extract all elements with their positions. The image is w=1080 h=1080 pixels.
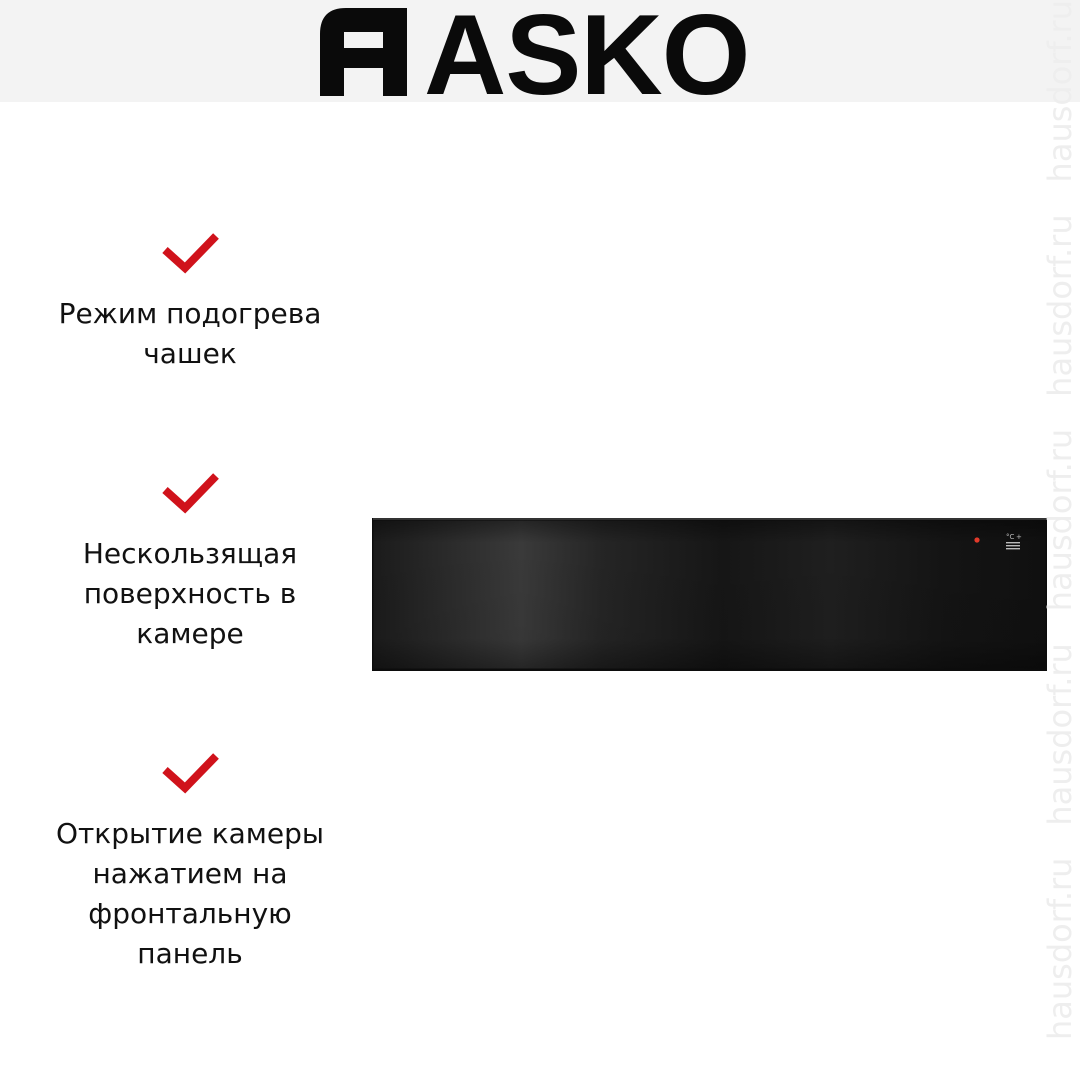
feature-line: камере xyxy=(136,617,244,650)
feature-non-slip-surface xyxy=(40,470,340,654)
svg-text:+: + xyxy=(1016,533,1022,541)
watermark-text: hausdorf.ru xyxy=(1041,857,1079,1040)
panel-label: °C xyxy=(1006,533,1015,541)
feature-line: панель xyxy=(137,937,243,970)
feature-line: нажатием на xyxy=(92,857,288,890)
feature-text xyxy=(40,534,340,654)
check-icon xyxy=(160,470,220,514)
feature-cup-warming xyxy=(40,230,340,374)
check-icon xyxy=(160,230,220,274)
watermark-text: hausdorf.ru xyxy=(1041,214,1079,397)
feature-line: Нескользящая xyxy=(82,537,298,570)
feature-line: Режим подогрева xyxy=(58,297,322,330)
watermark-text: hausdorf.ru xyxy=(1041,643,1079,826)
check-icon xyxy=(160,750,220,794)
asko-emblem-icon xyxy=(320,8,407,96)
feature-push-to-open xyxy=(40,750,340,974)
brand-name: ASKO xyxy=(424,8,750,96)
feature-text xyxy=(40,814,340,974)
feature-line: фронтальную xyxy=(88,897,292,930)
indicator-light-icon xyxy=(974,537,979,542)
feature-text xyxy=(40,294,340,374)
header-bar xyxy=(0,0,1080,102)
asko-logo xyxy=(320,8,762,96)
feature-line: поверхность в xyxy=(83,577,297,610)
feature-line: Открытие камеры xyxy=(55,817,325,850)
watermark-text: hausdorf.ru xyxy=(1041,0,1079,183)
watermark xyxy=(1040,0,1080,1040)
watermark-text: hausdorf.ru xyxy=(1041,428,1079,612)
warming-drawer-image xyxy=(372,518,1047,671)
feature-line: чашек xyxy=(143,337,237,370)
drawer-shading xyxy=(374,521,1046,669)
